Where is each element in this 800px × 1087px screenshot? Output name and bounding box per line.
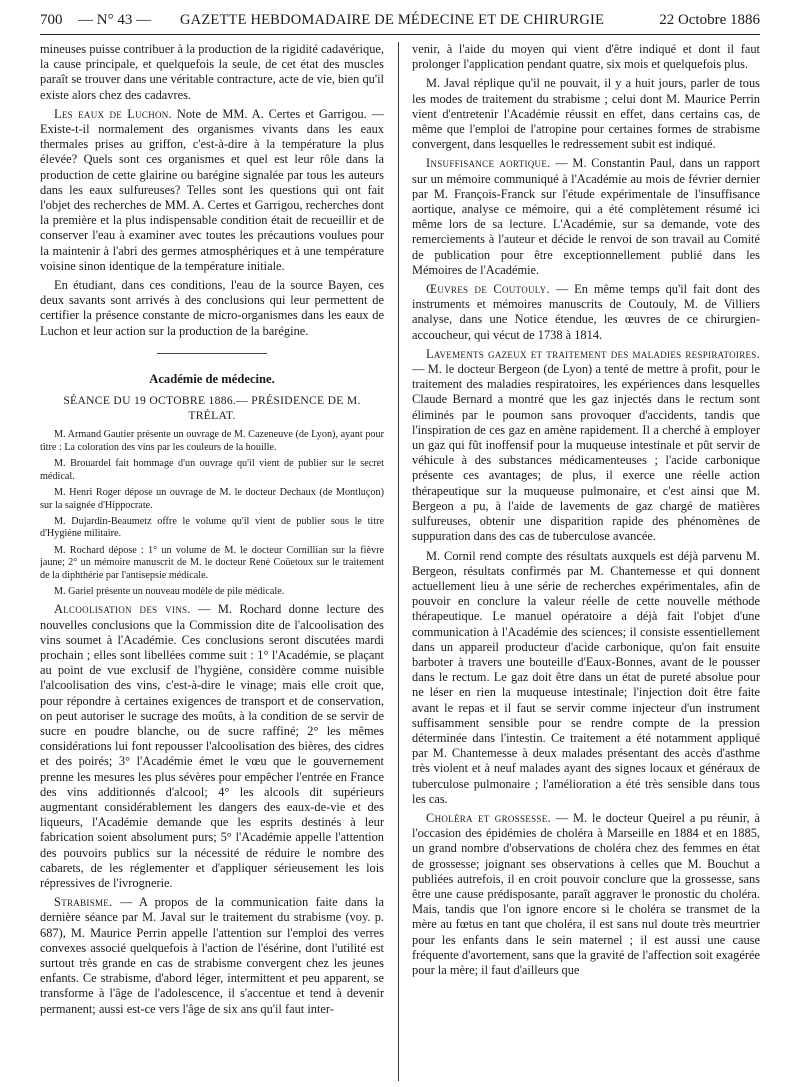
note-item: M. Brouardel fait hommage d'un ouvrage qu'il vient de publier sur le secret médical. — [40, 458, 384, 482]
divider — [157, 353, 267, 354]
section-title-insuffisance: Insuffisance aortique. — [426, 156, 551, 171]
note-item: M. Gariel présente un nouveau modèle de pile médicale. — [54, 585, 285, 597]
paragraph: M. Cornil rend compte des résultats auxquels est déjà parvenu M. Bergeon, résultats confirmés par M. Chantemesse et qui donnent actuellement lieu à une série de recherches expérimentales, afin de pouvoir en conclure la valeur réelle de cette nouvelle méthode thérapeutique. Le manuel opératoire a déjà fait l'objet d'une communication à l'Académie des sciences; il consiste essentiellement dans un appareil producteur d'acide carbonique, qu'on fait ensuite barboter à travers une bouteille d'Eaux-Bonnes, avant de le pousser dans le rectum. Le gaz doit être dans un état de pureté absolue pour ne léser en rien la muqueuse intestinale; l'injection doit être faite avant le repas et il faut se servir comme injecteur d'un instrument suffisamment sensible pour se rendre compte de la pression déterminée dans l'intestin. Ce traitement a été notamment appliqué par M. Chantemesse à deux malades présentant des accès d'asthme très violent et à neuf malades ayant des signes locaux et généraux de tuberculose pulmonaire ; l'amélioration a été très sensible dans tous les cas. — [412, 548, 760, 806]
academie-heading: Académie de médecine. — [149, 371, 275, 386]
section-title-cholera: Choléra et grossesse. — [426, 810, 551, 825]
issue-date: 22 Octobre 1886 — [659, 12, 760, 28]
section-title-strabisme: Strabisme. — [54, 895, 113, 910]
note-item: M. Rochard dépose : 1° un volume de M. le docteur Cornillian sur la fièvre jaune; 2° un mémoire manuscrit de M. le docteur René Coüetoux sur le traitement de la diphthérie par l'antisepsie médicale. — [40, 544, 384, 581]
right-column — [412, 42, 760, 1081]
oeuvres-body: — En même temps qu'il fait dont des instruments et mémoires manuscrits de Coutouly, M. de Villiers analyse, dans une Notice étendue, les œuvres de ce chirurgien-accoucheur, qui vécut de 1738 à 1814. — [412, 282, 760, 342]
oeuvres-paragraph — [412, 282, 760, 343]
seance-heading: SÉANCE DU 19 OCTOBRE 1886.— PRÉSIDENCE DE M. TRÉLAT. — [63, 394, 361, 423]
issue-number: — N° 43 — — [78, 12, 152, 28]
section-title-alcoolisation: Alcoolisation des vins. — [54, 602, 191, 617]
paragraph: En étudiant, dans ces conditions, l'eau de la source Bayen, ces deux savants sont arrivés à des conclusions qui leur permettent de certifier la présence constante de micro-organismes dans les eaux de Luchon et leur action sur la production de la barégine. — [40, 278, 384, 338]
cholera-paragraph — [412, 811, 760, 978]
note-item: M. Henri Roger dépose un ouvrage de M. le docteur Dechaux (de Montluçon) sur la saignée d'Hippocrate. — [40, 487, 384, 511]
strabisme-paragraph — [40, 895, 384, 1017]
note-item: M. Dujardin-Beaumetz offre le volume qu'il vient de publier sous le titre d'Hygiène militaire. — [40, 515, 384, 540]
paragraph: M. Javal réplique qu'il ne pouvait, il y a huit jours, parler de tous les modes de traitement du strabisme ; celui dont M. Maurice Perrin vient d'entretenir l'Académie réussit en effet, dans certains cas, de même que l'emploi de l'atropine pour certaines formes de strabisme convergent, dans lesquelles le redressement subit est indiqué. — [412, 76, 760, 152]
cholera-body: — M. le docteur Queirel a pu réunir, à l'occasion des épidémies de choléra à Marseille en 1884 et en 1885, un grand nombre d'observations de choléra chez des femmes en état de grossesse; joignant ses observations à celles que M. Bouchut a publiées autrefois, il en croit pouvoir conclure que la grossesse, sans être une cause prédisposante, paraît aggraver le pronostic du choléra. Mais, tandis que l'on ignore encore si le choléra se transmet de la mère au fœtus en tant que choléra, il est sans nul doute très meurtrier pour les enfants dans le sein maternel ; il est aussi une cause fréquente d'avortement, sans que la gravité de l'affection soit exagérée pour la mère; il faut d'ailleurs que — [412, 810, 760, 977]
lavements-paragraph — [412, 347, 760, 545]
alcool-body: — M. Rochard donne lecture des nouvelles conclusions que la Commission dite de l'alcoolisation des vins soumet à l'Académie. Ces conclusions seront discutées mardi prochain ; elles sont libellées comme suit : 1° l'Académie, se plaçant au point de vue exclusif de l'hygiène, considère comme nuisible l'alcoolisation des vins, c'est-à-dire le vinage; mais elle croit que, pour répondre à certaines exigences de transport et de conservation, on peut autoriser le sucrage des moûts, à la condition de se servir de sucre en poudre blanche, ou de sucre raffiné; 2° les mêmes considérations lui font repousser l'alcoolisation des bières, des cidres et des poirés; 3° l'Académie émet le vœu que le gouvernement prenne les mesures les plus sévères pour empêcher l'entrée en France des vins additionnés d'alcool; 4° les alcools dit supérieurs augmentant considérablement les dangers des eaux-de-vie et des liqueurs, l'Académie demande que les esprits destinés à leur fabrication soient absolument purs; 5° l'Académie appelle l'attention des pouvoirs publics sur la nécessité de réduire le nombre des cabarets, de les réglementer et d'appliquer sérieusement les lois répressives de l'ivrognerie. — [40, 602, 384, 890]
insuffisance-paragraph — [412, 156, 760, 278]
note-item: M. Armand Gautier présente un ouvrage de M. Cazeneuve (de Lyon), ayant pour titre : La coloration des vins par les couleurs de la houille. — [40, 429, 384, 453]
section-title-oeuvres: Œuvres de Coutouly. — [426, 282, 550, 297]
column-divider — [398, 42, 399, 1081]
section-title-luchon: Les eaux de Luchon. — [54, 106, 173, 121]
luchon-paragraph — [40, 107, 384, 274]
insuffisance-body: — M. Constantin Paul, dans un rapport sur un mémoire communiqué à l'Académie au mois de février dernier par M. François-Franck sur l'étude expérimentale de l'insuffisance aortique, analyse ce mémoire, qui a été complètement résumé ici même lors de sa lecture. L'Académie, sur sa demande, vote des remerciements à l'auteur et décide le renvoi de son travail au Comité de publication pour être exceptionnellement publié dans les Mémoires de l'Académie. — [412, 156, 760, 277]
left-column — [40, 42, 384, 1081]
luchon-body: Note de MM. A. Certes et Garrigou. — Existe-t-il normalement des organismes vivants dans les eaux thermales prises au griffon, c'est-à-dire à la température la plus élevée? Quels sont ces organismes et quel est leur rôle dans la production de cette glairine ou barégine signalée par tous les auteurs dans les eaux sulfureuses? Telles sont les questions qui ont fait l'objet des recherches de MM. A. Certes et Garrigou, recherches dont la première et la plus indispensable condition était de recueillir et de conserver l'eau à examiner avec toutes les précautions voulues pour la maintenir à l'abri des germes atmosphériques et à une température voisine sinon identique de la température initiale. — [40, 106, 384, 273]
journal-title: GAZETTE HEBDOMADAIRE DE MÉDECINE ET DE CHIRURGIE — [180, 12, 605, 28]
paragraph: mineuses puisse contribuer à la production de la rigidité cadavérique, la cause principale, et quelquefois la seule, de cet état des muscles paraît se trouver dans une véritable contracture, acte de vie, bien qu'il existe alors chez des cadavres. — [40, 42, 384, 102]
section-title-lavements: Lavements gazeux et traitement des maladies respiratoires. — [426, 346, 760, 361]
page-number: 700 — [40, 12, 63, 28]
strabisme-body: — A propos de la communication faite dans la dernière séance par M. Javal sur le traitement du strabisme (voy. p. 687), M. Maurice Perrin appelle l'attention sur l'emploi des verres convexes associé quelquefois à l'action de l'ésérine, dont l'utilité est surtout très grande en cas de strabisme convergent chez les jeunes enfants. Ce strabisme, d'abord léger, intermittent et peu apparent, se transforme à l'âge de l'adolescence, il s'accentue et tend à devenir permanent; aussi est-ce vers l'âge de six ans qu'il faut inter- — [40, 895, 384, 1016]
running-header — [40, 12, 760, 35]
lavements-body: — M. le docteur Bergeon (de Lyon) a tenté de mettre à profit, pour le traitement des maladies respiratoires, les expériences dans lesquelles Claude Bernard a montré que les gaz injectés dans le rectum sont éliminés par le poumon sans provoquer d'accidents, tandis que l'inspiration de ces gaz en amène rapidement. Il a cherché à employer un gaz qui fût inoffensif pour la muqueuse intestinale et pût servir de véhicule à des substances médicamenteuses ; l'acide carbonique présente ces avantages; de plus, il exerce une réelle action thérapeutique sur la muqueuse pulmonaire, et c'est ainsi que M. Bergeon a pu, à l'aide de lavements de gaz chargé de matières sulfureuses, obtenir une disparition rapide des phénomènes de suppuration dans des cas de tuberculose avancée. — [412, 362, 760, 544]
alcool-paragraph — [40, 602, 384, 891]
paragraph: venir, à l'aide du moyen qui vient d'être indiqué et dont il faut prolonger l'application pendant quatre, six mois et quelquefois plus. — [412, 42, 760, 72]
